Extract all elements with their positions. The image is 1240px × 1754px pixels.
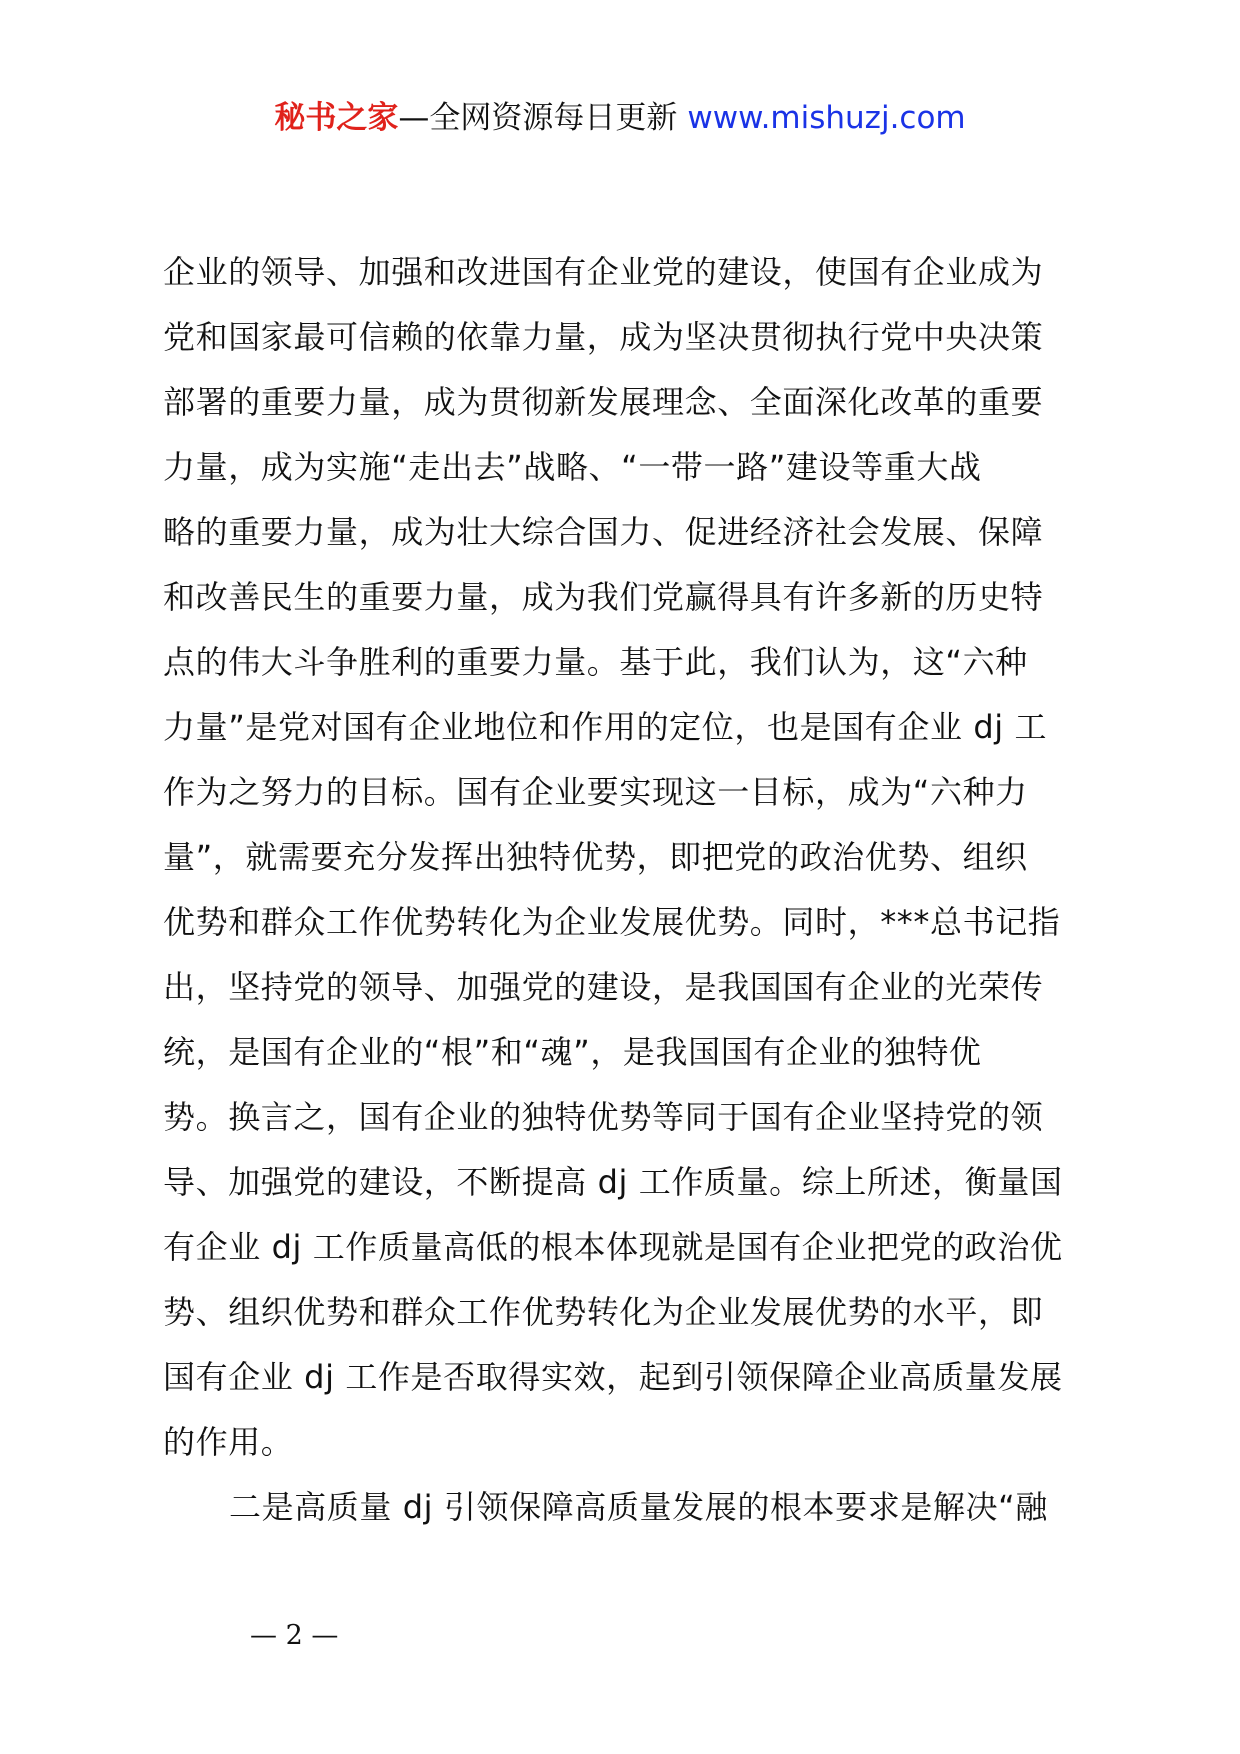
text-line: 量”，就需要充分发挥出独特优势，即把党的政治优势、组织 [163, 838, 1028, 876]
text-line: 有企业 dj 工作质量高低的根本体现就是国有企业把党的政治优 [163, 1228, 1063, 1266]
header-tagline: —全网资源每日更新 [398, 100, 678, 136]
text-line: 的作用。 [163, 1423, 294, 1461]
text-line: 点的伟大斗争胜利的重要力量。基于此，我们认为，这“六种 [163, 643, 1028, 681]
text-line: 优势和群众工作优势转化为企业发展优势。同时，***总书记指 [163, 903, 1061, 941]
text-line: 党和国家最可信赖的依靠力量，成为坚决贯彻执行党中央决策 [163, 318, 1044, 356]
document-body [163, 240, 1083, 1540]
brand-name: 秘书之家 [274, 100, 399, 136]
text-line: 势、组织优势和群众工作优势转化为企业发展优势的水平，即 [163, 1293, 1044, 1331]
text-line: 国有企业 dj 工作是否取得实效，起到引领保障企业高质量发展 [163, 1358, 1063, 1396]
site-header [0, 98, 1240, 138]
site-url-link[interactable]: www.mishuzj.com [687, 100, 966, 136]
text-line: 统，是国有企业的“根”和“魂”，是我国国有企业的独特优 [163, 1033, 982, 1071]
text-line: 企业的领导、加强和改进国有企业党的建设，使国有企业成为 [163, 253, 1044, 291]
text-line: 势。换言之，国有企业的独特优势等同于国有企业坚持党的领 [163, 1098, 1044, 1136]
text-line: 略的重要力量，成为壮大综合国力、促进经济社会发展、保障 [163, 513, 1044, 551]
text-line: 部署的重要力量，成为贯彻新发展理念、全面深化改革的重要 [163, 383, 1044, 421]
text-line: 和改善民生的重要力量，成为我们党赢得具有许多新的历史特 [163, 578, 1044, 616]
text-line: 力量”是党对国有企业地位和作用的定位，也是国有企业 dj 工 [163, 708, 1048, 746]
text-line: 导、加强党的建设，不断提高 dj 工作质量。综上所述，衡量国 [163, 1163, 1063, 1201]
text-line: 作为之努力的目标。国有企业要实现这一目标，成为“六种力 [163, 773, 1028, 811]
text-line: 力量，成为实施“走出去”战略、“一带一路”建设等重大战 [163, 448, 982, 486]
paragraph-start-line: 二是高质量 dj 引领保障高质量发展的根本要求是解决“融 [229, 1488, 1048, 1526]
text-line: 出，坚持党的领导、加强党的建设，是我国国有企业的光荣传 [163, 968, 1044, 1006]
page-number: — 2 — [250, 1620, 339, 1651]
